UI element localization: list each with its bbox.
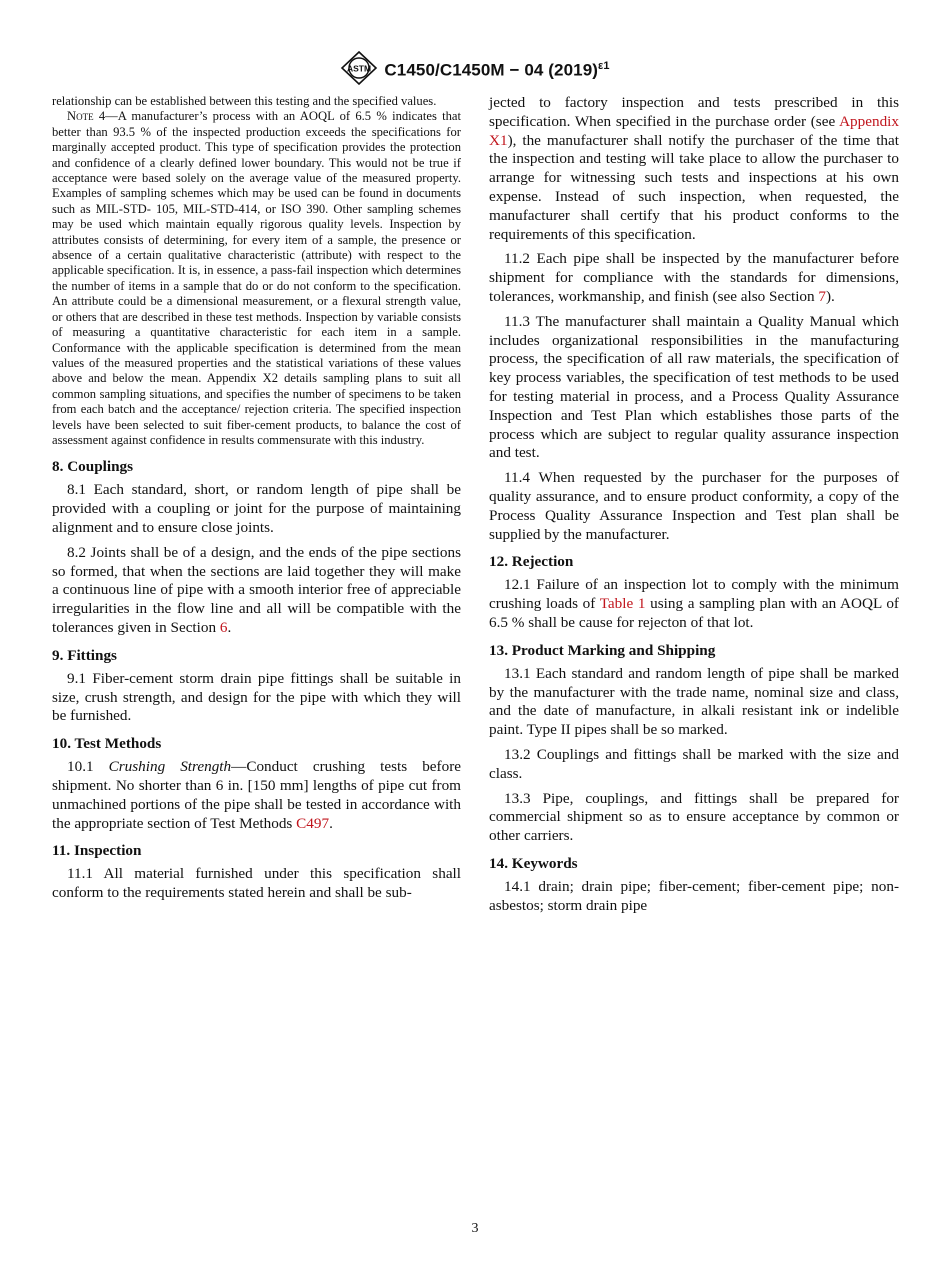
section-7-link[interactable]: 7: [818, 287, 826, 305]
editorial-superscript: ε1: [598, 59, 610, 72]
table-1-link[interactable]: Table 1: [599, 595, 646, 613]
para-8-2: 8.2 Joints shall be of a design, and the ends of the pipe sections so formed, that when the sections are laid together they will make a continuous line of pipe with a smooth interior free of appreciable irregularities in the flow line and all will be compatible with the tolerances given in Section 6.: [52, 543, 461, 636]
page-number: 3: [471, 1221, 479, 1236]
note-4: Note 4—A manufacturer’s process with an AOQL of 6.5 % indicates that better than 93.5 % of the inspected production exceeds the specifications for marginally accepted product. This type of specification provides the protection and confidence of a clearly defined lower boundary. This would not be true if acceptance were based solely on the average value of the measured property. Examples of sampling schemes which may be used can be found in documents such as MIL-STD- 105, MIL-STD-414, or ISO 390. Other sampling schemes may be used which maintain equally rigorous quality levels. Inspection by attributes consists of determining, for every item of a sample, the presence or absence of a certain qualitative characteristic (attribute) with respect to the applicable specification. It is, in essence, a pass-fail inspection which determines the number of items in a sample that do or do not conform to the specification. An attribute could be a dimensional measurement, or a flexural strength value, or others that are described in these test methods. Inspection by variable consists of measuring a quantitative characteristic for each item in a sample. Conformance with the applicable specification is determined from the mean values of the measured properties and the statistical variations of these values above and below the mean. Appendix X2 details sampling plans to suit all common sampling situations, and specifies the number of specimens to be taken from each batch and the acceptance/ rejection criteria. The specified inspection levels have been selected to suit fiber-cement products, to balance the cost of assessment against confidence in results commensurate with this industry.: [52, 109, 461, 447]
section-14-heading: 14. Keywords: [489, 854, 578, 872]
para-11-1: 11.1 All material furnished under this specification shall conform to the requirements stated herein and shall be sub-: [52, 865, 461, 902]
para-10-1: 10.1 Crushing Strength—Conduct crushing tests before shipment. No shorter than 6 in. [150 mm] lengths of pipe cut from unmachined portions of the pipe shall be tested in accordance with the appropriate section of Test Methods C497.: [52, 758, 461, 832]
section-13-heading: 13. Product Marking and Shipping: [489, 641, 716, 659]
section-12-heading: 12. Rejection: [489, 553, 574, 571]
para-8-1: 8.1 Each standard, short, or random length of pipe shall be provided with a coupling or joint for the purpose of maintaining alignment and to ensure close joints.: [52, 481, 461, 536]
appendix-x1-link[interactable]: Appendix X1: [489, 112, 899, 149]
para-11-4: 11.4 When requested by the purchaser for the purposes of quality assurance, and to ensure product conformity, a copy of the Process Quality Assurance Inspection and Test plan shall be supplied by the manufacturer.: [489, 469, 899, 543]
intro-continuation: relationship can be established between this testing and the specified values.: [52, 94, 437, 108]
right-column: [489, 94, 899, 921]
document-designation: C1450/C1450M − 04 $(2019)^{\varepsilon 1}$: [384, 59, 610, 80]
svg-text:ASTM: ASTM: [347, 63, 372, 74]
para-11-2: 11.2 Each pipe shall be inspected by the manufacturer before shipment for compliance with the standards for dimensions, tolerances, workmanship, and finish (see also Section 7).: [489, 250, 899, 305]
astm-logo-icon: [340, 51, 378, 85]
para-14-1: 14.1 drain; drain pipe; fiber-cement; fiber-cement pipe; non-asbestos; storm drain pipe: [489, 877, 899, 914]
section-9-heading: 9. Fittings: [52, 646, 117, 664]
left-column: [52, 94, 461, 909]
para-13-2: 13.2 Couplings and fittings shall be marked with the size and class.: [489, 745, 899, 782]
section-8-heading: 8. Couplings: [52, 458, 134, 476]
para-9-1: 9.1 Fiber-cement storm drain pipe fittings shall be suitable in size, crush strength, and design for the pipe with which they will be furnished.: [52, 669, 461, 725]
para-11-1-continued: jected to factory inspection and tests prescribed in this specification. When specified in the purchase order (see Appendix X1), the manufacturer shall notify the purchaser of the time that the inspection and testing will take place to allow the purchaser to arrange for witnessing such tests and inspections at his own expense. Instead of such inspection, when requested, the manufacturer shall certify that his product conforms to the requirements of this specification.: [489, 94, 899, 243]
para-11-3: 11.3 The manufacturer shall maintain a Quality Manual which includes organizational responsibilities in the manufacturing process, the specification of all raw materials, the specification of key process variables, the specification of test methods to be used for testing material in process, and a Process Quality Assurance Inspection and Test Plan which establishes those parts of the process which are subject to regular quality assurance inspection and test.: [489, 312, 899, 462]
c497-link[interactable]: C497: [296, 814, 330, 832]
para-12-1: 12.1 Failure of an inspection lot to comply with the minimum crushing loads of Table 1 using a sampling plan with an AOQL of 6.5 % shall be cause for rejecton of that lot.: [489, 576, 899, 631]
para-13-1: 13.1 Each standard and random length of pipe shall be marked by the manufacturer with the trade name, nominal size and class, and the date of manufacture, in alkali resistant ink or indelible paint. Type II pipes shall be so marked.: [489, 664, 899, 739]
section-11-heading: 11. Inspection: [52, 842, 142, 860]
section-6-link[interactable]: 6: [219, 618, 228, 636]
para-13-3: 13.3 Pipe, couplings, and fittings shall be prepared for commercial shipment so as to ensure acceptance by common or other carriers.: [489, 789, 899, 845]
page-header: [0, 50, 950, 86]
section-10-heading: 10. Test Methods: [52, 735, 162, 753]
